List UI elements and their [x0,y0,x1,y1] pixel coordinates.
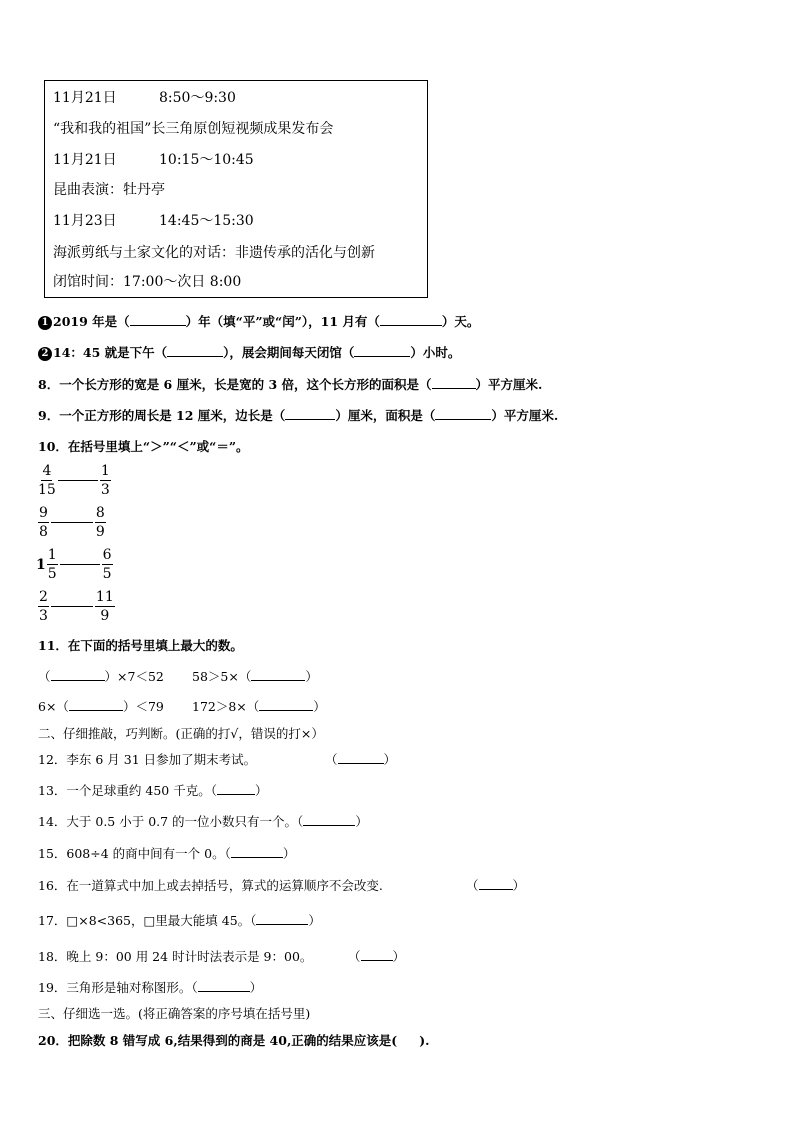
q7-sub2: 2 14：45 就是下午（ ），展会期间每天闭馆（ ）小时。 [38,343,460,361]
answer-blank[interactable] [251,668,305,682]
compare-blank[interactable] [60,564,100,565]
fraction: $\frac{8}{9}$ [95,505,105,540]
compare-blank[interactable] [51,606,93,607]
answer-blank[interactable] [435,407,491,421]
fraction-compare-row [38,504,106,541]
question-14: 14．大于 0.5 小于 0.7 的一位小数只有一个。（ ） [38,814,368,829]
fraction: $\frac{2}{3}$ [39,589,48,624]
answer-blank[interactable] [130,313,186,327]
fraction: $\frac{4}{15}$ [38,463,56,498]
schedule-row: 11月21日 8:50～9:30 [53,90,236,106]
answer-blank[interactable] [432,376,476,390]
question-10-title: 10．在括号里填上“＞”“＜”或“＝”。 [38,439,249,454]
answer-blank[interactable] [259,698,313,712]
answer-blank[interactable] [217,782,255,796]
schedule-row: 昆曲表演：牡丹亭 [53,182,165,198]
fraction-compare-row [38,588,115,625]
question-12: 12．李东 6 月 31 日参加了期末考试。 [38,752,257,767]
fraction: $\frac{1}{5}$ [47,547,57,582]
fraction-compare-row [38,462,111,499]
q11-row-2b: 172＞8×（ ） [192,699,326,714]
q12-answer: （ ） [325,752,397,767]
q7-sub1: 1 2019 年是（ ）年（填“平”或“闰”），11 月有（ ）天。 [38,312,479,330]
answer-blank[interactable] [380,313,442,327]
answer-blank[interactable] [338,751,384,765]
fraction: $\frac{9}{8}$ [39,505,48,540]
answer-blank[interactable] [479,877,513,891]
schedule-row: 闭馆时间：17:00～次日 8:00 [53,274,242,290]
q11-row-1: （ ）×7＜52 [38,669,164,684]
compare-blank[interactable] [51,522,93,523]
fraction: $\frac{6}{5}$ [102,547,112,582]
q18-answer: （ ） [348,949,406,964]
section-3-heading: 三、仔细选一选。(将正确答案的序号填在括号里) [38,1006,311,1021]
question-19: 19．三角形是轴对称图形。（ ） [38,980,263,995]
schedule-row: 11月23日 14:45～15:30 [53,213,254,229]
answer-blank[interactable] [167,344,223,358]
question-8: 8．一个长方形的宽是 6 厘米，长是宽的 3 倍，这个长方形的面积是（ ）平方厘米. [38,377,543,392]
answer-blank[interactable] [231,845,283,859]
circled-number: 2 [38,347,52,361]
q16-answer: （ ） [466,878,526,893]
schedule-row: 海派剪纸与土家文化的对话：非遗传承的活化与创新 [53,245,375,261]
question-18: 18．晚上 9：00 用 24 时计时法表示是 9：00。 [38,949,313,964]
question-9: 9．一个正方形的周长是 12 厘米，边长是（ ）厘米，面积是（ ）平方厘米. [38,408,559,423]
circled-number: 1 [38,316,52,330]
answer-blank[interactable] [69,698,123,712]
q11-row-1b: 58＞5×（ ） [192,669,318,684]
fraction: $\frac{11}{9}$ [95,589,114,624]
answer-blank[interactable] [51,668,105,682]
fraction: $\frac{1}{3}$ [100,463,110,498]
question-13: 13．一个足球重约 450 千克。（ ） [38,783,268,798]
answer-blank[interactable] [361,948,393,962]
compare-blank[interactable] [58,480,98,481]
question-11-title: 11．在下面的括号里填上最大的数。 [38,638,243,653]
answer-blank[interactable] [285,407,335,421]
q11-row-2: 6×（ ）＜79 [38,699,164,714]
question-16: 16．在一道算式中加上或去掉括号，算式的运算顺序不会改变. [38,878,383,893]
section-2-heading: 二、仔细推敲，巧判断。(正确的打√，错误的打×） [38,726,324,741]
schedule-box [44,80,428,298]
fraction-compare-row: 1 $\frac{1}{5}$ $\frac{6}{5}$ [36,547,112,582]
question-20: 20．把除数 8 错写成 6,结果得到的商是 40,正确的结果应该是( ). [38,1033,430,1048]
schedule-row: 11月21日 10:15～10:45 [53,152,254,168]
schedule-row: “我和我的祖国”长三角原创短视频成果发布会 [53,121,334,137]
question-15: 15．608÷4 的商中间有一个 0。（ ） [38,846,296,861]
answer-blank[interactable] [198,979,250,993]
answer-blank[interactable] [354,344,410,358]
answer-blank[interactable] [256,912,308,926]
answer-blank[interactable] [303,813,355,827]
question-17: 17．□×8<365，□里最大能填 45。（ ） [38,913,321,928]
